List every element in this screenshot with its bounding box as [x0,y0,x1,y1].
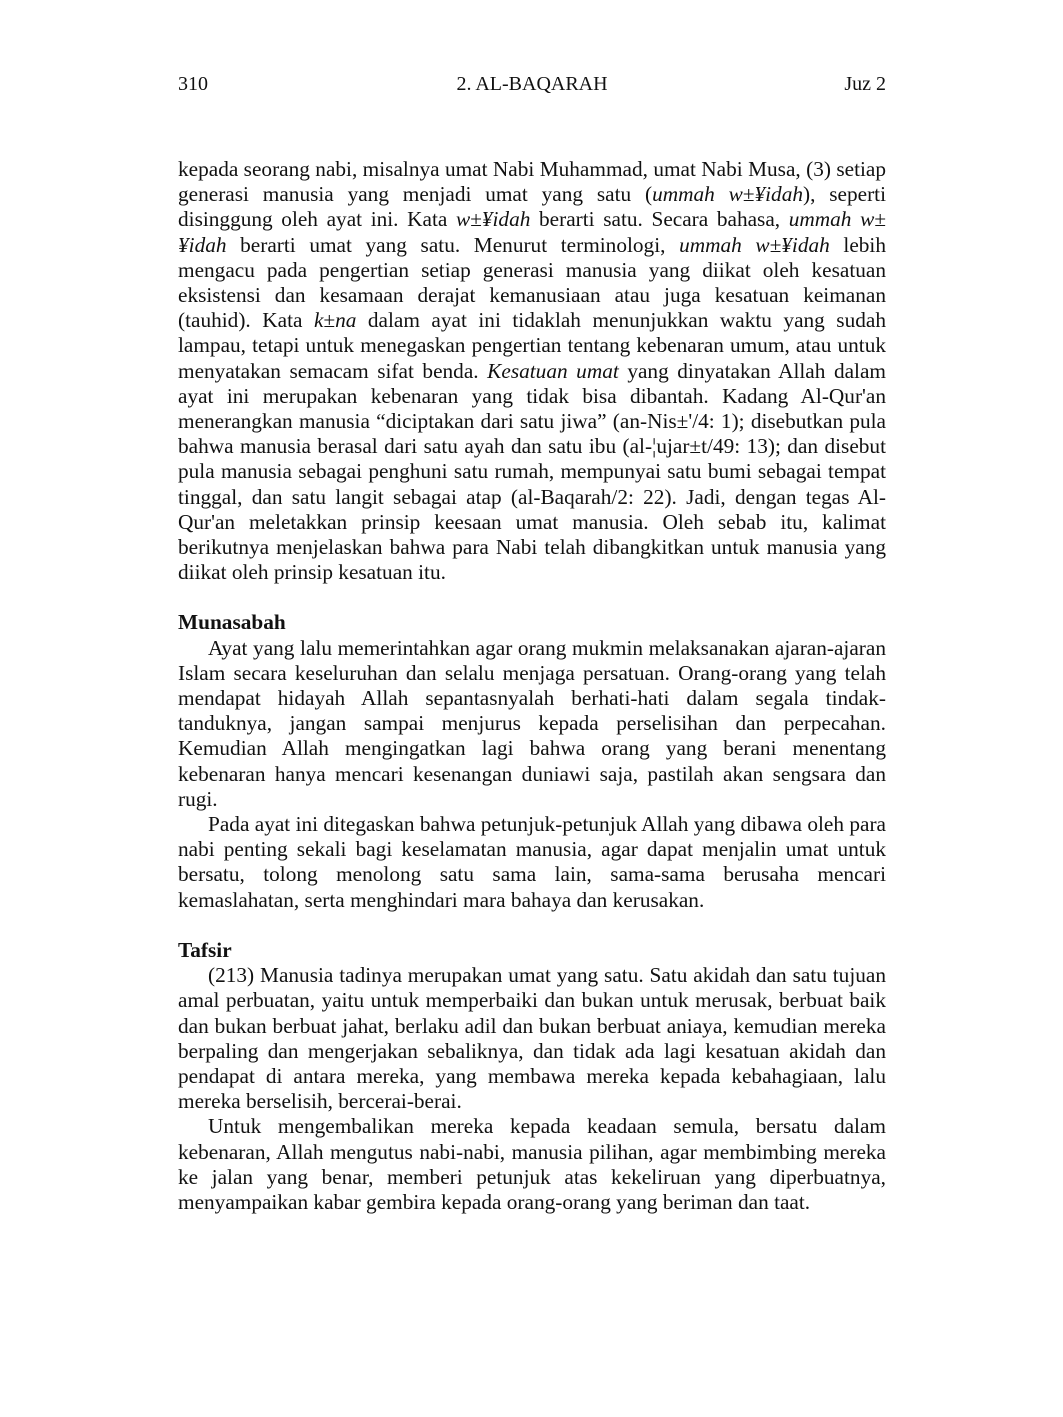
italic-term: ummah w±¥idah [679,232,830,257]
intro-text: berarti umat yang satu. Menurut terminologi, [226,232,680,257]
section-heading-munasabah: Munasabah [178,610,286,635]
intro-text: lebih mengacu pada pengertian setiap generasi manusia yang diikat oleh kesatuan eksistensi dan kesamaan derajat kemanusiaan atau juga kesatuan keimanan (tauhid). Kata [178,232,886,333]
italic-term: Kesatuan umat [487,358,619,383]
intro-text: kepada seorang nabi, misalnya umat Nabi Muhammad, umat Nabi Musa, (3) setiap generasi manusia yang menjadi umat yang satu ( [178,157,886,207]
intro-paragraph [178,157,886,585]
italic-term: ummah w±¥idah [652,182,803,207]
juz-label: Juz 2 [844,73,886,95]
intro-text: berarti satu. Secara bahasa, [530,207,789,232]
intro-text: ), seperti disinggung oleh ayat ini. Kata [178,182,887,232]
section-heading-tafsir: Tafsir [178,937,232,962]
tafsir-paragraph: (213) Manusia tadinya merupakan umat yang satu. Satu akidah dan satu tujuan amal perbuatan, yaitu untuk memperbaiki dan bukan untuk merusak, berbuat baik dan bukan berbuat jahat, berlaku adil dan bukan berbuat aniaya, kemudian mereka berpaling dan mengerjakan sebaliknya, dan tidak ada lagi kesatuan akidah dan pendapat di antara mereka, yang membawa mereka kepada kebahagiaan, lalu mereka berselisih, bercerai-berai. [178,963,886,1114]
page-header [178,72,886,100]
italic-term: k±na [313,308,357,333]
italic-term: ummah w±¥idah [178,207,886,257]
page-body [178,157,886,1215]
running-title: 2. AL-BAQARAH [456,73,608,95]
munasabah-paragraph: Ayat yang lalu memerintahkan agar orang mukmin melaksanakan ajaran-ajaran Islam secara keseluruhan dan selalu menjaga persatuan. Orang-orang yang telah mendapat hidayah Allah sepantasnyalah berhati-hati dalam segala tindak-tanduknya, jangan sampai menjurus kepada perselisihan dan perpecahan. Kemudian Allah mengingatkan lagi bahwa orang yang berani menentang kebenaran hanya mencari kesenangan duniawi saja, pastilah akan sengsara dan rugi. [178,635,886,811]
italic-term: w±¥idah [455,207,531,232]
page-number: 310 [178,73,208,95]
tafsir-paragraph: Untuk mengembalikan mereka kepada keadaan semula, bersatu dalam kebenaran, Allah mengutus nabi-nabi, manusia pilihan, agar membimbing mereka ke jalan yang benar, memberi petunjuk atas kekeliruan yang diperbuatnya, menyampaikan kabar gembira kepada orang-orang yang beriman dan taat. [178,1114,886,1214]
munasabah-paragraph: Pada ayat ini ditegaskan bahwa petunjuk-petunjuk Allah yang dibawa oleh para nabi penting sekali bagi keselamatan manusia, agar dapat menjalin umat untuk bersatu, tolong menolong satu sama lain, sama-sama berusaha mencari kemaslahatan, serta menghindari mara bahaya dan kerusakan. [178,812,886,912]
intro-text: yang dinyatakan Allah dalam ayat ini merupakan kebenaran yang tidak bisa dibantah. Kadang Al-Qur'an menerangkan manusia “diciptakan dari satu jiwa” (an-Nis±'/4: 1); disebutkan pula bahwa manusia berasal dari satu ayah dan satu ibu (al-¦ujar±t/49: 13); dan disebut pula manusia sebagai penghuni satu rumah, mempunyai satu bumi sebagai tempat tinggal, dan satu langit sebagai atap (al-Baqarah/2: 22). Jadi, dengan tegas Al-Qur'an meletakkan prinsip keesaan umat manusia. Oleh sebab itu, kalimat berikutnya menjelaskan bahwa para Nabi telah dibangkitkan untuk manusia yang diikat oleh prinsip kesatuan itu. [178,358,886,585]
intro-text: dalam ayat ini tidaklah menunjukkan waktu yang sudah lampau, tetapi untuk menegaskan pengertian tentang kebenaran umum, atau untuk menyatakan semacam sifat benda. [178,308,886,383]
